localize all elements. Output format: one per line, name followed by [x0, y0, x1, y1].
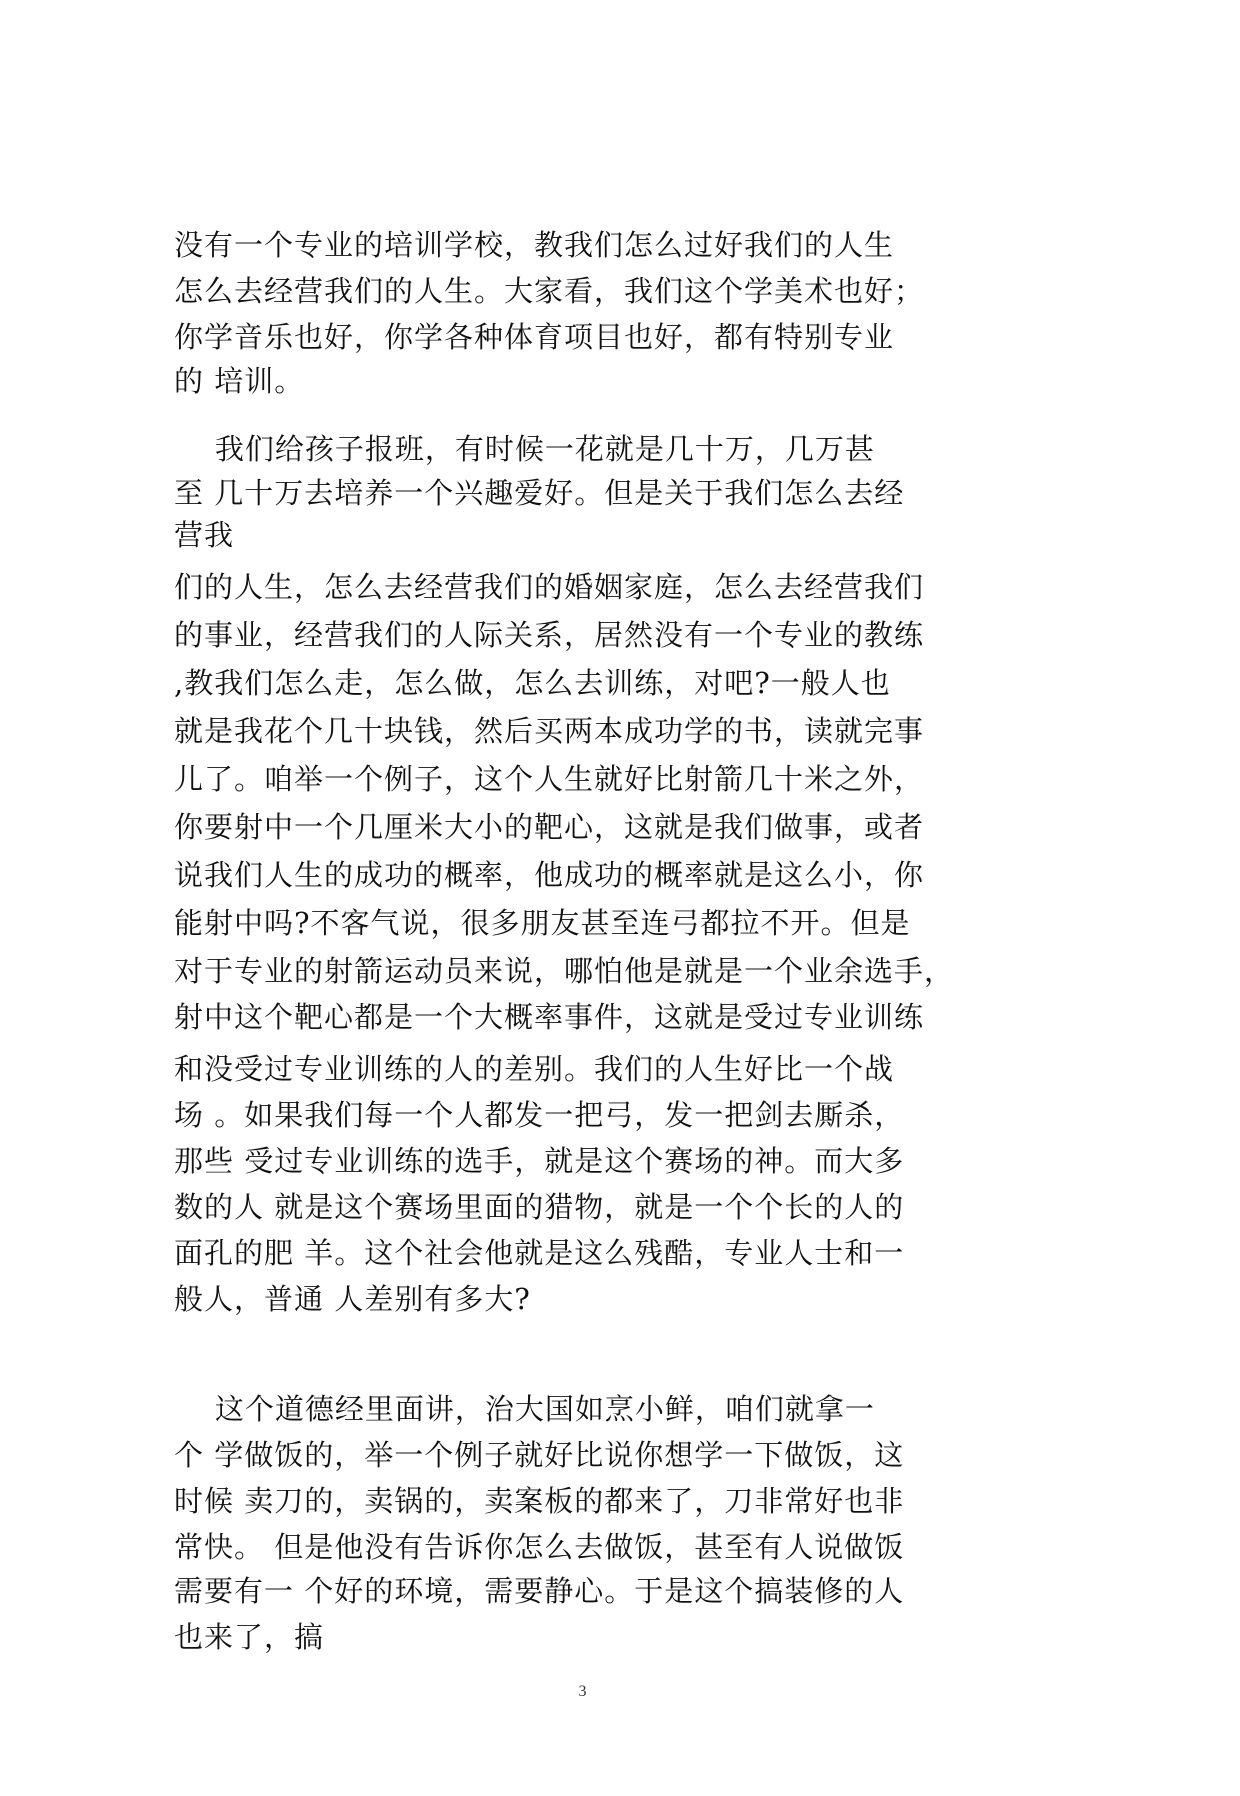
- text-line: 这个道德经里面讲，治大国如烹小鲜，咱们就拿一: [174, 1392, 875, 1426]
- text-line: 射中这个靶心都是一个大概率事件，这就是受过专业训练: [174, 1000, 925, 1034]
- text-line: 场 。如果我们每一个人都发一把弓，发一把剑去厮杀，: [174, 1098, 905, 1132]
- text-line: 个 学做饭的，举一个例子就好比说你想学一下做饭，这: [174, 1438, 905, 1472]
- text-line: 说我们人生的成功的概率，他成功的概率就是这么小，你: [174, 858, 925, 892]
- text-line: 至 几十万去培养一个兴趣爱好。但是关于我们怎么去经: [174, 476, 905, 510]
- text-line: 我们给孩子报班，有时候一花就是几十万，几万甚: [174, 432, 875, 466]
- text-line: 就是我花个几十块钱，然后买两本成功学的书，读就完事: [174, 714, 925, 748]
- text-line: 需要有一 个好的环境，需要静心。于是这个搞装修的人: [174, 1574, 905, 1608]
- text-line: 常快。 但是他没有告诉你怎么去做饭，甚至有人说做饭: [174, 1530, 905, 1564]
- text-line: 的事业，经营我们的人际关系，居然没有一个专业的教练: [174, 618, 925, 652]
- text-line: 的 培训。: [174, 364, 305, 398]
- text-line: 儿了。咱举一个例子，这个人生就好比射箭几十米之外，: [174, 762, 925, 796]
- text-line: 对于专业的射箭运动员来说，哪怕他是就是一个业余选手，: [174, 954, 955, 988]
- text-line: 数的人 就是这个赛场里面的猎物，就是一个个长的人的: [174, 1190, 905, 1224]
- text-line: 能射中吗?不客气说，很多朋友甚至连弓都拉不开。但是: [174, 906, 911, 940]
- text-line: 也来了，搞: [174, 1620, 325, 1654]
- text-line: 时候 卖刀的，卖锅的，卖案板的都来了，刀非常好也非: [174, 1484, 905, 1518]
- text-line: 般人，普通 人差别有多大?: [174, 1282, 531, 1316]
- text-line: 面孔的肥 羊。这个社会他就是这么残酷，专业人士和一: [174, 1236, 905, 1270]
- text-line: 那些 受过专业训练的选手，就是这个赛场的神。而大多: [174, 1144, 905, 1178]
- text-line: 营我: [174, 518, 235, 552]
- text-line: 和没受过专业训练的人的差别。我们的人生好比一个战: [174, 1052, 895, 1086]
- text-line: 你学音乐也好，你学各种体育项目也好，都有特别专业: [174, 320, 895, 354]
- text-line: ,教我们怎么走，怎么做，怎么去训练，对吧?一般人也: [174, 666, 891, 700]
- text-line: 怎么去经营我们的人生。大家看，我们这个学美术也好；: [174, 274, 925, 308]
- page-number: 3: [578, 1683, 587, 1700]
- text-line: 你要射中一个几厘米大小的靶心，这就是我们做事，或者: [174, 810, 925, 844]
- text-line: 没有一个专业的培训学校，教我们怎么过好我们的人生: [174, 228, 895, 262]
- text-line: 们的人生，怎么去经营我们的婚姻家庭，怎么去经营我们: [174, 570, 925, 604]
